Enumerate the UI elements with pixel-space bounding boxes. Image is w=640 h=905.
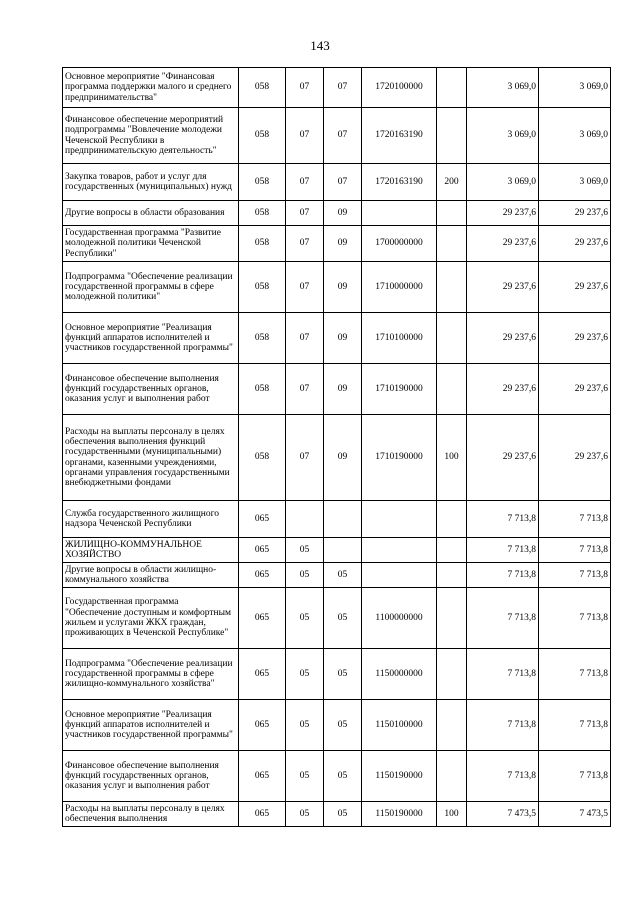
cell-vr: 100 (437, 802, 467, 827)
cell-name: Финансовое обеспечение мероприятий подпрограммы "Вовлечение молодежи Чеченской Республики в предпринимательскую деятельность" (63, 108, 239, 164)
cell-sum1: 29 237,6 (467, 262, 539, 313)
cell-pr: 05 (324, 751, 362, 802)
cell-ved: 058 (239, 415, 286, 501)
cell-vr (437, 538, 467, 563)
cell-sum2: 7 713,8 (539, 538, 611, 563)
cell-sum2: 3 069,0 (539, 164, 611, 201)
cell-ved: 065 (239, 538, 286, 563)
cell-csr: 1710000000 (362, 262, 437, 313)
cell-rz: 07 (286, 68, 324, 108)
cell-sum2: 29 237,6 (539, 415, 611, 501)
cell-sum1: 7 713,8 (467, 501, 539, 538)
cell-pr: 07 (324, 108, 362, 164)
cell-pr (324, 501, 362, 538)
cell-csr: 1150100000 (362, 700, 437, 751)
cell-ved: 058 (239, 226, 286, 262)
cell-rz: 05 (286, 802, 324, 827)
cell-sum2: 29 237,6 (539, 313, 611, 364)
cell-csr: 1720163190 (362, 164, 437, 201)
cell-csr: 1150190000 (362, 751, 437, 802)
cell-sum1: 3 069,0 (467, 68, 539, 108)
cell-pr: 05 (324, 588, 362, 649)
table-row (63, 201, 611, 226)
cell-sum2: 7 713,8 (539, 501, 611, 538)
cell-vr (437, 262, 467, 313)
cell-csr: 1150000000 (362, 649, 437, 700)
cell-pr: 05 (324, 649, 362, 700)
cell-sum1: 29 237,6 (467, 226, 539, 262)
cell-csr: 1710100000 (362, 313, 437, 364)
cell-pr: 05 (324, 802, 362, 827)
cell-csr (362, 538, 437, 563)
cell-sum1: 7 713,8 (467, 538, 539, 563)
cell-sum1: 7 713,8 (467, 649, 539, 700)
cell-csr: 1720163190 (362, 108, 437, 164)
cell-csr: 1100000000 (362, 588, 437, 649)
table-row (63, 415, 611, 501)
cell-ved: 058 (239, 201, 286, 226)
cell-ved: 065 (239, 563, 286, 588)
cell-rz: 07 (286, 201, 324, 226)
cell-sum1: 7 713,8 (467, 751, 539, 802)
cell-vr (437, 364, 467, 415)
table-row (63, 501, 611, 538)
cell-name: Государственная программа "Обеспечение доступным и комфортным жильем и услугами ЖКХ граждан, проживающих в Чеченской Республике" (63, 588, 239, 649)
cell-pr: 09 (324, 262, 362, 313)
table-row (63, 262, 611, 313)
table-row (63, 108, 611, 164)
cell-pr: 09 (324, 226, 362, 262)
cell-sum1: 29 237,6 (467, 415, 539, 501)
cell-name: Подпрограмма "Обеспечение реализации государственной программы в сфере молодежной политики" (63, 262, 239, 313)
table-row (63, 538, 611, 563)
cell-sum2: 7 473,5 (539, 802, 611, 827)
cell-sum1: 3 069,0 (467, 108, 539, 164)
cell-name: Другие вопросы в области жилищно-коммунального хозяйства (63, 563, 239, 588)
cell-pr: 05 (324, 563, 362, 588)
table-row (63, 226, 611, 262)
cell-rz: 05 (286, 649, 324, 700)
cell-csr (362, 201, 437, 226)
cell-name: Другие вопросы в области образования (63, 201, 239, 226)
cell-vr (437, 700, 467, 751)
cell-name: Расходы на выплаты персоналу в целях обеспечения выполнения (63, 802, 239, 827)
cell-ved: 058 (239, 108, 286, 164)
cell-sum2: 29 237,6 (539, 262, 611, 313)
cell-vr: 100 (437, 415, 467, 501)
table-row (63, 700, 611, 751)
cell-pr: 07 (324, 164, 362, 201)
cell-pr: 09 (324, 415, 362, 501)
table-row (63, 563, 611, 588)
table-row (63, 649, 611, 700)
cell-vr (437, 563, 467, 588)
table-row (63, 313, 611, 364)
cell-pr (324, 538, 362, 563)
cell-vr: 200 (437, 164, 467, 201)
cell-sum1: 29 237,6 (467, 201, 539, 226)
cell-pr: 09 (324, 313, 362, 364)
table-row (63, 751, 611, 802)
cell-sum1: 3 069,0 (467, 164, 539, 201)
cell-csr: 1710190000 (362, 415, 437, 501)
cell-pr: 09 (324, 201, 362, 226)
cell-sum2: 29 237,6 (539, 226, 611, 262)
cell-rz: 05 (286, 751, 324, 802)
cell-ved: 058 (239, 364, 286, 415)
cell-csr (362, 563, 437, 588)
cell-name: Закупка товаров, работ и услуг для государственных (муниципальных) нужд (63, 164, 239, 201)
cell-rz: 05 (286, 588, 324, 649)
cell-rz (286, 501, 324, 538)
cell-name: Подпрограмма "Обеспечение реализации государственной программы в сфере жилищно-коммунального хозяйства" (63, 649, 239, 700)
cell-vr (437, 313, 467, 364)
cell-name: ЖИЛИЩНО-КОММУНАЛЬНОЕ ХОЗЯЙСТВО (63, 538, 239, 563)
cell-name: Финансовое обеспечение выполнения функций государственных органов, оказания услуг и выполнения работ (63, 364, 239, 415)
cell-ved: 065 (239, 501, 286, 538)
cell-vr (437, 68, 467, 108)
cell-ved: 065 (239, 802, 286, 827)
cell-sum2: 7 713,8 (539, 588, 611, 649)
cell-vr (437, 226, 467, 262)
cell-vr (437, 649, 467, 700)
cell-sum2: 7 713,8 (539, 563, 611, 588)
cell-sum1: 7 473,5 (467, 802, 539, 827)
cell-ved: 065 (239, 588, 286, 649)
cell-sum2: 3 069,0 (539, 68, 611, 108)
cell-name: Финансовое обеспечение выполнения функций государственных органов, оказания услуг и выполнения работ (63, 751, 239, 802)
cell-sum2: 3 069,0 (539, 108, 611, 164)
table-row (63, 802, 611, 827)
cell-csr (362, 501, 437, 538)
table-row (63, 164, 611, 201)
cell-sum2: 29 237,6 (539, 201, 611, 226)
cell-csr: 1720100000 (362, 68, 437, 108)
cell-rz: 05 (286, 538, 324, 563)
table-body (63, 68, 611, 827)
cell-ved: 065 (239, 700, 286, 751)
cell-csr: 1150190000 (362, 802, 437, 827)
cell-pr: 09 (324, 364, 362, 415)
cell-rz: 05 (286, 563, 324, 588)
cell-rz: 07 (286, 226, 324, 262)
cell-rz: 07 (286, 164, 324, 201)
cell-ved: 065 (239, 649, 286, 700)
cell-vr (437, 201, 467, 226)
budget-table (62, 67, 611, 827)
cell-sum1: 7 713,8 (467, 563, 539, 588)
cell-sum1: 29 237,6 (467, 364, 539, 415)
cell-ved: 058 (239, 68, 286, 108)
cell-csr: 1700000000 (362, 226, 437, 262)
cell-name: Основное мероприятие "Реализация функций аппаратов исполнителей и участников государственной программы" (63, 700, 239, 751)
cell-name: Основное мероприятие "Реализация функций аппаратов исполнителей и участников государственной программы" (63, 313, 239, 364)
cell-rz: 07 (286, 364, 324, 415)
cell-name: Основное мероприятие "Финансовая программа поддержки малого и среднего предпринимательства" (63, 68, 239, 108)
cell-vr (437, 108, 467, 164)
cell-name: Расходы на выплаты персоналу в целях обеспечения выполнения функций государственными (муниципальными) органами, казенными учреждениями, органами управления государственными внебюджетными фондами (63, 415, 239, 501)
cell-rz: 07 (286, 313, 324, 364)
cell-ved: 058 (239, 313, 286, 364)
cell-csr: 1710190000 (362, 364, 437, 415)
cell-vr (437, 501, 467, 538)
cell-rz: 07 (286, 108, 324, 164)
cell-sum1: 7 713,8 (467, 700, 539, 751)
cell-pr: 05 (324, 700, 362, 751)
table-row (63, 588, 611, 649)
table-row (63, 364, 611, 415)
cell-sum2: 7 713,8 (539, 700, 611, 751)
cell-sum1: 7 713,8 (467, 588, 539, 649)
cell-vr (437, 588, 467, 649)
cell-sum1: 29 237,6 (467, 313, 539, 364)
cell-vr (437, 751, 467, 802)
cell-pr: 07 (324, 68, 362, 108)
cell-sum2: 29 237,6 (539, 364, 611, 415)
cell-sum2: 7 713,8 (539, 649, 611, 700)
cell-ved: 058 (239, 262, 286, 313)
cell-name: Государственная программа "Развитие молодежной политики Чеченской Республики" (63, 226, 239, 262)
cell-rz: 05 (286, 700, 324, 751)
cell-name: Служба государственного жилищного надзора Чеченской Республики (63, 501, 239, 538)
cell-sum2: 7 713,8 (539, 751, 611, 802)
cell-ved: 065 (239, 751, 286, 802)
cell-rz: 07 (286, 262, 324, 313)
page-number: 143 (310, 38, 330, 53)
cell-ved: 058 (239, 164, 286, 201)
table-row (63, 68, 611, 108)
cell-rz: 07 (286, 415, 324, 501)
